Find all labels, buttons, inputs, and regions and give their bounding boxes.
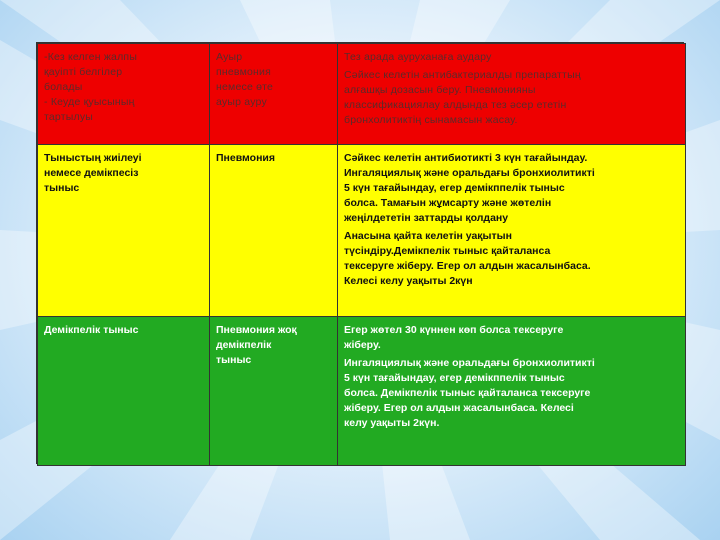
table-row-severe — [38, 44, 686, 145]
cell-text-line: Анасына қайта келетін уақытын — [344, 230, 512, 242]
cell-text-line: пневмония — [216, 66, 271, 78]
cell-text-line: Сәйкес келетін антибактериалды препараттың — [344, 69, 581, 81]
treatment-paragraph — [344, 151, 679, 226]
cell-text-line: - Кеуде қуысының — [44, 96, 135, 108]
cell-text-line: тыныс — [44, 182, 80, 194]
table-row-wheezing — [38, 317, 686, 466]
cell-text-line: Егер жөтел 30 күннен көп болса тексеруге — [344, 324, 564, 336]
classification-table-grid — [37, 43, 686, 466]
cell-text-line: қауіпті белгілер — [44, 66, 123, 78]
cell-text-line: жіберу. — [344, 339, 381, 351]
cell-text-line: Ауыр — [216, 51, 243, 63]
cell-text-line: болады — [44, 81, 83, 93]
treatment-paragraph — [344, 356, 679, 431]
cell-text-line: тексеруге жіберу. Егер ол алдын жасалынбаса. — [344, 260, 591, 272]
signs-cell — [38, 145, 210, 317]
cell-text-line: тартылуы — [44, 111, 94, 123]
treatment-paragraph — [344, 323, 679, 353]
cell-text-line: -Кез келген жалпы — [44, 51, 138, 63]
cell-text-line: классификациялау алдында тез әсер ететін — [344, 99, 567, 111]
classification-cell — [210, 145, 338, 317]
signs-cell — [38, 44, 210, 145]
treatment-paragraph — [344, 68, 679, 128]
cell-text-line: 5 күн тағайындау, егер демікппелік тыныс — [344, 182, 565, 194]
signs-cell — [38, 317, 210, 466]
cell-text-line: Келесі келу уақыты 2күн — [344, 275, 473, 287]
table-row-pneumonia — [38, 145, 686, 317]
treatment-cell — [338, 145, 686, 317]
treatment-paragraph — [344, 229, 679, 289]
cell-text-line: Ингаляциялық және оральдағы бронхиолитикті — [344, 357, 595, 369]
cell-text-line: болса. Демікпелік тыныс қайталанса тексеруге — [344, 387, 591, 399]
classification-cell — [210, 317, 338, 466]
cell-text-line: Сәйкес келетін антибиотикті 3 күн тағайындау. — [344, 152, 588, 164]
cell-text-line: немесе демікпесіз — [44, 167, 139, 179]
cell-text-line: жіберу. Егер ол алдын жасалынбаса. Келесі — [344, 402, 574, 414]
cell-text-line: Тез арада ауруханаға аудару — [344, 51, 492, 63]
cell-text-line: тыныс — [216, 354, 252, 366]
table-body — [38, 44, 686, 466]
cell-text-line: жеңілдететін заттарды қолдану — [344, 212, 509, 224]
cell-text-line: демікпелік — [216, 339, 272, 351]
cell-text-line: келу уақыты 2күн. — [344, 417, 440, 429]
treatment-paragraph — [344, 50, 679, 65]
cell-text-line: болса. Тамағын жұмсарту және жөтелін — [344, 197, 552, 209]
classification-cell — [210, 44, 338, 145]
cell-text-line: түсіндіру.Демікпелік тыныс қайталанса — [344, 245, 551, 257]
cell-text-line: Тыныстың жиілеуі — [44, 152, 142, 164]
cell-text-line: Пневмония — [216, 152, 276, 164]
treatment-cell — [338, 317, 686, 466]
cell-text-line: алғашқы дозасын беру. Пневмонияны — [344, 84, 536, 96]
cell-text-line: Пневмония жоқ — [216, 324, 297, 336]
cell-text-line: немесе өте — [216, 81, 274, 93]
cell-text-line: Ингаляциялық және оральдағы бронхиолитикті — [344, 167, 595, 179]
cell-text-line: бронхолитиктің сынамасын жасау. — [344, 114, 518, 126]
cell-text-line: 5 күн тағайындау, егер демікппелік тыныс — [344, 372, 565, 384]
cell-text-line: ауыр ауру — [216, 96, 267, 108]
cell-text-line: Демікпелік тыныс — [44, 324, 139, 336]
classification-table — [36, 42, 684, 464]
treatment-cell — [338, 44, 686, 145]
